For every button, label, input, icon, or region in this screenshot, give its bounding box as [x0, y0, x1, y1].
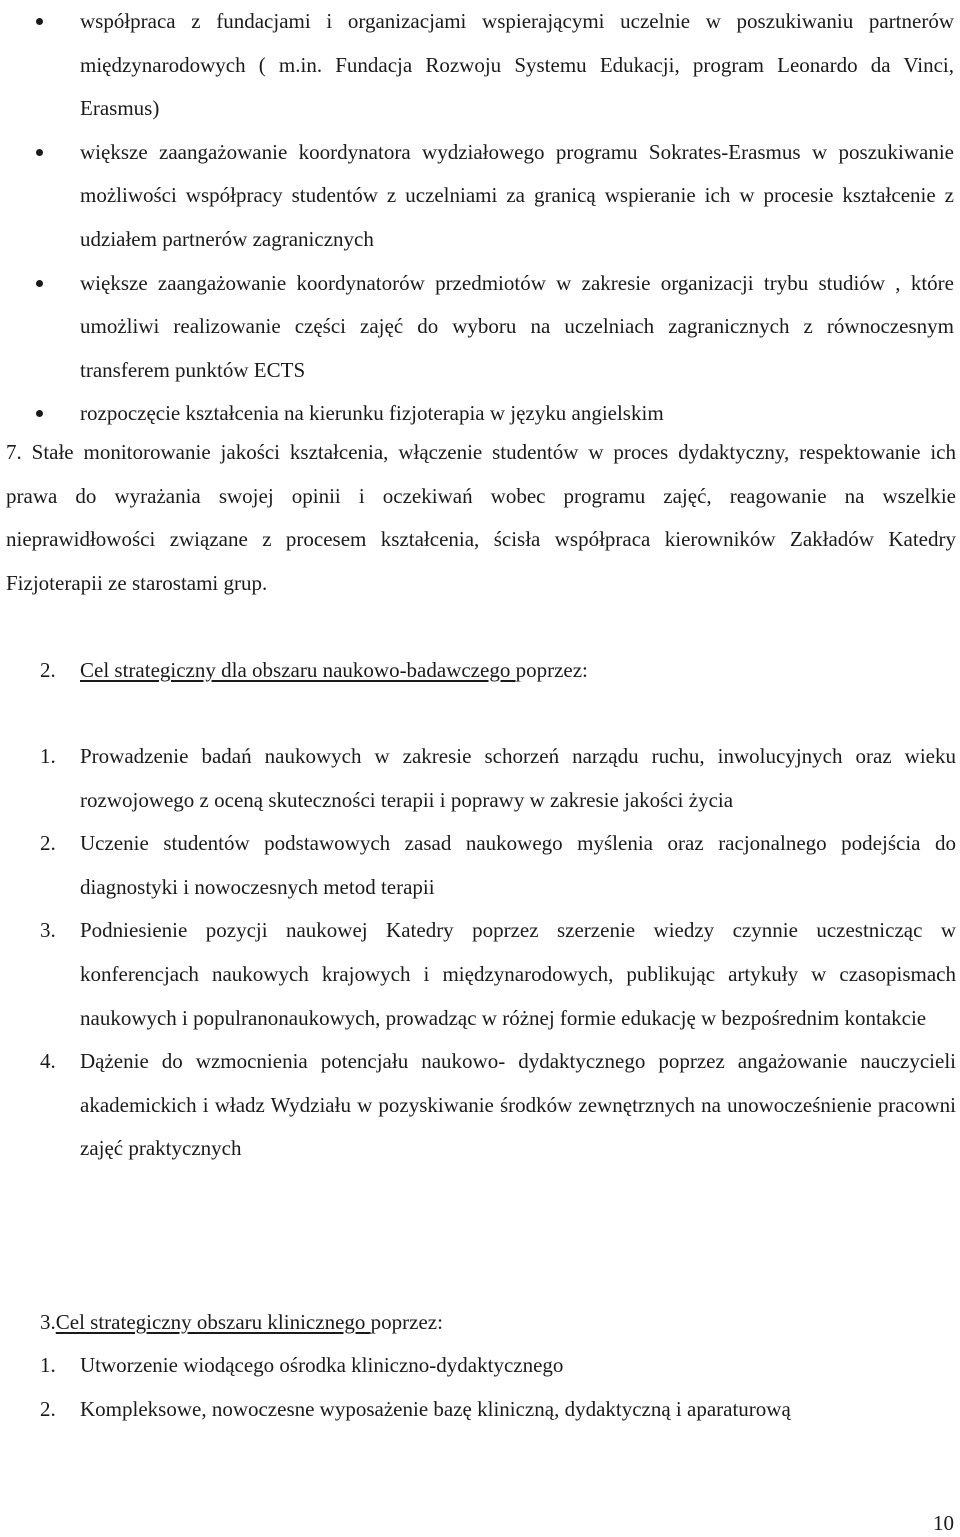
item-text: Kompleksowe, nowoczesne wyposażenie bazę kliniczną, dydaktyczną i aparaturową: [80, 1396, 791, 1421]
list-item: [0, 822, 960, 909]
item-text: Dążenie do wzmocnienia potencjału naukowo- dydaktycznego poprzez angażowanie nauczycieli akademickich i władz Wydziału w pozyskiwanie środków zewnętrznych na unowocześnienie pracowni zajęć praktycznych: [80, 1049, 956, 1161]
item-number: 3.: [40, 918, 56, 943]
section-suffix: poprzez:: [370, 1310, 443, 1334]
bullet-item: [0, 131, 960, 262]
paragraph-7: 7. Stałe monitorowanie jakości kształcenia, włączenie studentów w proces dydaktyczny, respektowanie ich prawa do wyrażania swojej opinii i oczekiwań wobec programu zajęć, reagowanie na wszelkie nieprawidłowości związane z procesem kształcenia, ścisła współpraca kierowników Zakładów Katedry Fizjoterapii ze starostami grup.: [6, 440, 956, 595]
bullet-item: [0, 392, 960, 436]
bullet-list: [0, 0, 960, 436]
item-text: Uczenie studentów podstawowych zasad naukowego myślenia oraz racjonalnego podejścia do diagnostyki i nowoczesnych metod terapii: [80, 831, 956, 899]
bullet-icon: [36, 18, 43, 25]
section-3-list: [0, 1344, 960, 1431]
item-number: 1.: [40, 744, 56, 768]
item-number: 2.: [40, 831, 56, 856]
item-text: Utworzenie wiodącego ośrodka kliniczno-dydaktycznego: [80, 1353, 564, 1377]
bullet-icon: [36, 149, 43, 156]
bullet-text: rozpoczęcie kształcenia na kierunku fizjoterapia w języku angielskim: [80, 401, 664, 426]
bullet-text: większe zaangażowanie koordynatorów przedmiotów w zakresie organizacji trybu studiów , które umożliwi realizowanie części zajęć do wyboru na uczelniach zagranicznych z równoczesnym transferem punktów ECTS: [80, 270, 954, 382]
list-item: [0, 909, 960, 1040]
section-3-heading: [40, 1307, 443, 1337]
list-item: [0, 1344, 960, 1388]
section-2-list: [0, 735, 960, 1171]
section-suffix: poprzez:: [515, 658, 588, 682]
bullet-text: większe zaangażowanie koordynatora wydziałowego programu Sokrates-Erasmus w poszukiwanie możliwości współpracy studentów z uczelniami za granicą wspieranie ich w procesie kształcenie z udziałem partnerów zagranicznych: [80, 139, 954, 251]
bullet-item: [0, 262, 960, 393]
item-text: Prowadzenie badań naukowych w zakresie schorzeń narządu ruchu, inwolucyjnych oraz wieku rozwojowego z oceną skuteczności terapii i poprawy w zakresie jakości życia: [80, 744, 956, 812]
list-item: [0, 1040, 960, 1171]
bullet-icon: [36, 280, 43, 287]
item-text: Podniesienie pozycji naukowej Katedry poprzez szerzenie wiedzy czynnie uczestnicząc w konferencjach naukowych krajowych i międzynarodowych, publikując artykuły w czasopismach naukowych i populranonaukowych, prowadząc w różnej formie edukację w bezpośrednim kontakcie: [80, 918, 956, 1030]
section-number: 3.: [40, 1310, 56, 1334]
item-number: 4.: [40, 1049, 56, 1074]
bullet-text: współpraca z fundacjami i organizacjami wspierającymi uczelnie w poszukiwaniu partnerów międzynarodowych ( m.in. Fundacja Rozwoju Systemu Edukacji, program Leonardo da Vinci, Erasmus): [80, 9, 954, 121]
list-item: [0, 1388, 960, 1432]
section-title: Cel strategiczny obszaru klinicznego: [55, 1310, 371, 1334]
item-number: 2.: [40, 1396, 56, 1421]
section-2-heading: [40, 655, 588, 685]
bullet-item: [0, 0, 960, 131]
bullet-icon: [36, 410, 43, 417]
page-number: 10: [933, 1511, 954, 1535]
section-title: Cel strategiczny dla obszaru naukowo-badawczego: [80, 658, 516, 682]
item-number: 1.: [40, 1353, 56, 1377]
section-number: 2.: [40, 658, 56, 682]
list-item: [0, 735, 960, 822]
